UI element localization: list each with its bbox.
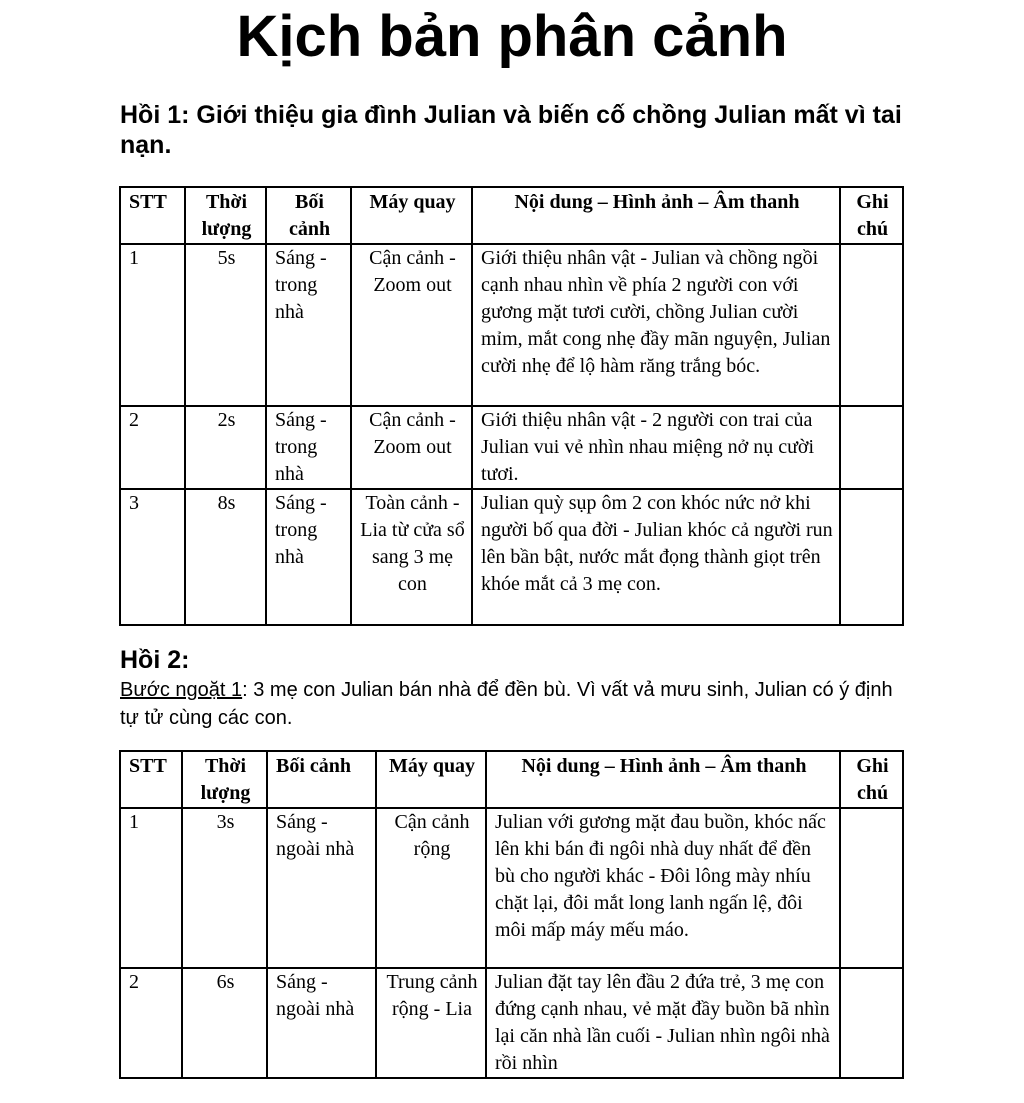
cell-stt: 1 — [120, 244, 185, 406]
cell-stt: 2 — [120, 406, 185, 489]
header-note: Ghi chú — [840, 751, 903, 808]
cell-setting: Sáng - trong nhà — [266, 406, 351, 489]
cell-camera: Cận cảnh rộng — [376, 808, 486, 968]
table-row — [120, 808, 903, 968]
header-camera: Máy quay — [351, 187, 472, 244]
header-setting: Bối cảnh — [267, 751, 376, 808]
header-content: Nội dung – Hình ảnh – Âm thanh — [486, 751, 840, 808]
header-duration: Thời lượng — [182, 751, 267, 808]
header-note: Ghi chú — [840, 187, 903, 244]
page-title: Kịch bản phân cảnh — [236, 4, 788, 69]
cell-camera: Cận cảnh - Zoom out — [351, 406, 472, 489]
act2-heading: Hồi 2: — [120, 646, 190, 674]
act1-heading: Hồi 1: Giới thiệu gia đình Julian và biến cố chồng Julian mất vì tai nạn. — [120, 101, 902, 159]
cell-camera: Cận cảnh - Zoom out — [351, 244, 472, 406]
cell-note — [840, 968, 903, 1078]
cell-stt: 1 — [120, 808, 182, 968]
table-row — [120, 489, 903, 625]
table-row — [120, 968, 903, 1078]
cell-note — [840, 406, 903, 489]
table-header-row — [120, 187, 903, 244]
table-header-row — [120, 751, 903, 808]
cell-content: Julian với gương mặt đau buồn, khóc nấc lên khi bán đi ngôi nhà duy nhất để đền bù cho người khác - Đôi lông mày nhíu chặt lại, đôi mắt long lanh ngấn lệ, đôi môi mấp máy mếu máo. — [486, 808, 840, 968]
cell-note — [840, 244, 903, 406]
header-content: Nội dung – Hình ảnh – Âm thanh — [472, 187, 840, 244]
table-row — [120, 406, 903, 489]
act2-description — [120, 676, 900, 732]
table-row — [120, 244, 903, 406]
cell-duration: 5s — [185, 244, 266, 406]
cell-content: Julian quỳ sụp ôm 2 con khóc nức nở khi người bố qua đời - Julian khóc cả người run lên bần bật, nước mắt đọng thành giọt trên khóe mắt cả 3 mẹ con. — [472, 489, 840, 625]
cell-content: Julian đặt tay lên đầu 2 đứa trẻ, 3 mẹ con đứng cạnh nhau, vẻ mặt đầy buồn bã nhìn lại căn nhà lần cuối - Julian nhìn ngôi nhà rồi nhìn — [486, 968, 840, 1078]
cell-note — [840, 489, 903, 625]
header-setting: Bối cảnh — [266, 187, 351, 244]
cell-note — [840, 808, 903, 968]
header-duration: Thời lượng — [185, 187, 266, 244]
act1-table — [119, 186, 904, 626]
header-stt: STT — [120, 751, 182, 808]
cell-duration: 3s — [182, 808, 267, 968]
cell-stt: 3 — [120, 489, 185, 625]
turning-point-label: Bước ngoặt 1 — [120, 679, 243, 701]
cell-setting: Sáng - trong nhà — [266, 489, 351, 625]
cell-camera: Toàn cảnh - Lia từ cửa sổ sang 3 mẹ con — [351, 489, 472, 625]
cell-duration: 2s — [185, 406, 266, 489]
header-camera: Máy quay — [376, 751, 486, 808]
cell-duration: 8s — [185, 489, 266, 625]
cell-setting: Sáng - ngoài nhà — [267, 808, 376, 968]
header-stt: STT — [120, 187, 185, 244]
cell-setting: Sáng - ngoài nhà — [267, 968, 376, 1078]
cell-stt: 2 — [120, 968, 182, 1078]
cell-camera: Trung cảnh rộng - Lia — [376, 968, 486, 1078]
cell-content: Giới thiệu nhân vật - 2 người con trai của Julian vui vẻ nhìn nhau miệng nở nụ cười tươi. — [472, 406, 840, 489]
cell-content: Giới thiệu nhân vật - Julian và chồng ngồi cạnh nhau nhìn về phía 2 người con với gương mặt tươi cười, chồng Julian cười mỉm, mắt cong nhẹ đầy mãn nguyện, Julian cười nhẹ để lộ hàm răng trắng bóc. — [472, 244, 840, 406]
turning-point-text: : 3 mẹ con Julian bán nhà để đền bù. Vì vất vả mưu sinh, Julian có ý định tự tử cùng các con. — [120, 679, 893, 729]
act2-table — [119, 750, 904, 1079]
cell-setting: Sáng - trong nhà — [266, 244, 351, 406]
cell-duration: 6s — [182, 968, 267, 1078]
